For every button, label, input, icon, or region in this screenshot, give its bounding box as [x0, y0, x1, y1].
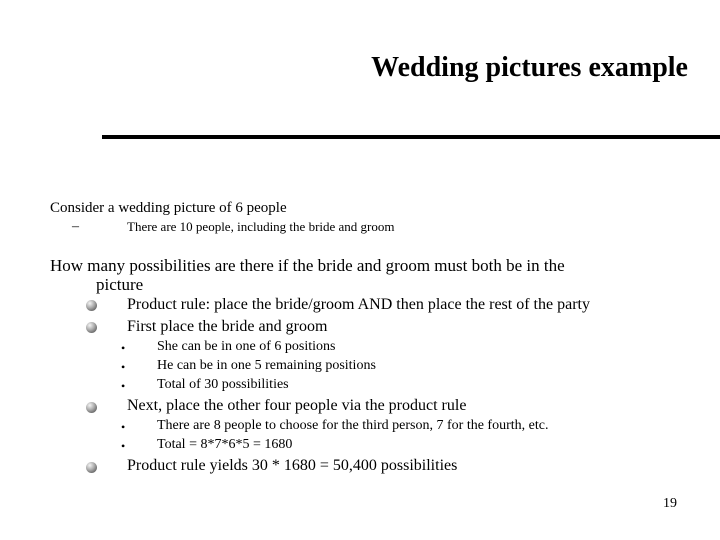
sub-bullet-icon: •: [121, 341, 126, 355]
page-number: 19: [663, 496, 677, 511]
dash-bullet: –: [72, 219, 79, 234]
question-text: [50, 256, 690, 294]
point-3-sub-2: Total = 8*7*6*5 = 1680: [157, 437, 293, 452]
sub-bullet-icon: •: [121, 420, 126, 434]
question-line-2: picture: [96, 275, 144, 294]
sphere-bullet-icon: [86, 322, 97, 333]
point-2-sub-3: Total of 30 possibilities: [157, 377, 289, 392]
sphere-bullet-icon: [86, 462, 97, 473]
intro-subpoint: There are 10 people, including the bride and groom: [127, 219, 395, 234]
sub-bullet-icon: •: [121, 360, 126, 374]
point-2: First place the bride and groom: [127, 318, 328, 335]
question-line-1: How many possibilities are there if the bride and groom must both be in the: [50, 256, 565, 275]
point-1: Product rule: place the bride/groom AND then place the rest of the party: [127, 296, 590, 313]
sub-bullet-icon: •: [121, 379, 126, 393]
sphere-bullet-icon: [86, 402, 97, 413]
sphere-bullet-icon: [86, 300, 97, 311]
intro-text: Consider a wedding picture of 6 people: [50, 200, 287, 216]
title-underline: [102, 135, 720, 139]
point-2-sub-2: He can be in one 5 remaining positions: [157, 358, 376, 373]
point-3: Next, place the other four people via the product rule: [127, 397, 467, 414]
sub-bullet-icon: •: [121, 439, 126, 453]
slide-title: Wedding pictures example: [371, 52, 688, 83]
point-2-sub-1: She can be in one of 6 positions: [157, 339, 336, 354]
point-3-sub-1: There are 8 people to choose for the third person, 7 for the fourth, etc.: [157, 418, 549, 433]
point-4: Product rule yields 30 * 1680 = 50,400 possibilities: [127, 457, 458, 474]
